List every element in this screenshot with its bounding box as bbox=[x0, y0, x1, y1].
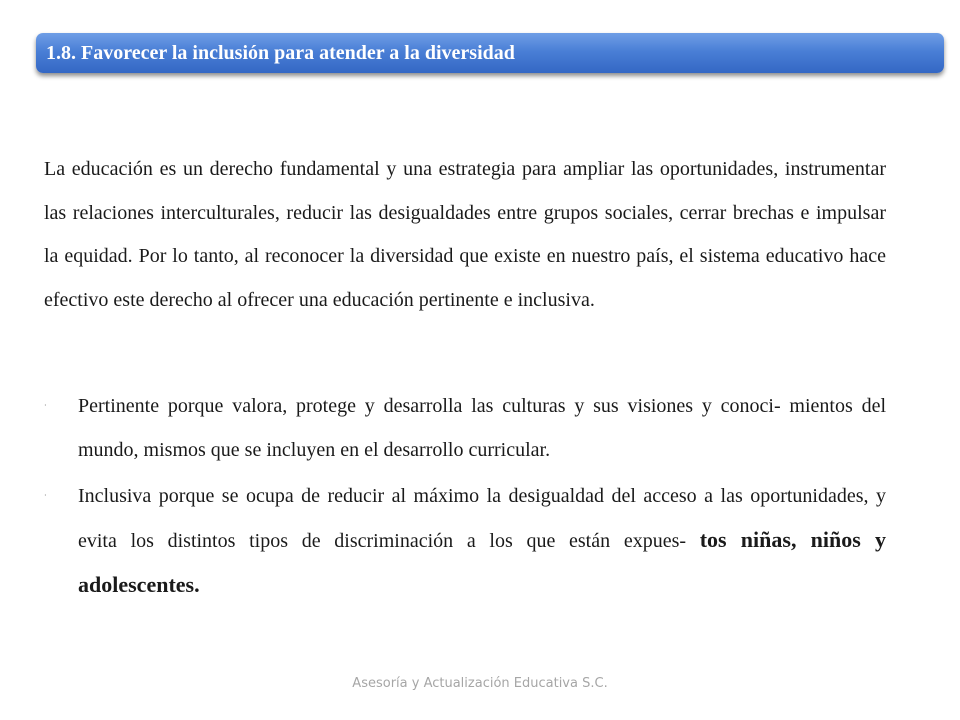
bullet-text: Pertinente porque valora, protege y desarrolla las culturas y sus visiones y conoci- mientos del mundo, mismos que se incluyen en el desarrollo curricular. bbox=[78, 395, 886, 461]
bullet-marker: · bbox=[44, 401, 47, 410]
list-item bbox=[44, 384, 886, 472]
title-bar bbox=[36, 33, 944, 73]
bullet-marker: · bbox=[44, 491, 47, 500]
footer-text: Asesoría y Actualización Educativa S.C. bbox=[352, 676, 608, 691]
bullet-text-tail: tos niñas, niños y adolescentes. bbox=[78, 527, 886, 597]
list-item bbox=[44, 474, 886, 608]
intro-paragraph: La educación es un derecho fundamental y una estrategia para ampliar las oportunidades, instrumentar las relaciones interculturales, reducir las desigualdades entre grupos sociales, cerrar brechas e impulsar la equidad. Por lo tanto, al reconocer la diversidad que existe en nuestro país, el sistema educativo hace efectivo este derecho al ofrecer una educación pertinente e inclusiva. bbox=[44, 158, 886, 311]
bullet-text: Inclusiva porque se ocupa de reducir al máximo la desigualdad del acceso a las oportunidades, y evita los distintos tipos de discriminación a los que están expues- bbox=[78, 485, 886, 552]
slide-title: 1.8. Favorecer la inclusión para atender a la diversidad bbox=[46, 41, 515, 64]
bullet-list bbox=[44, 384, 886, 610]
